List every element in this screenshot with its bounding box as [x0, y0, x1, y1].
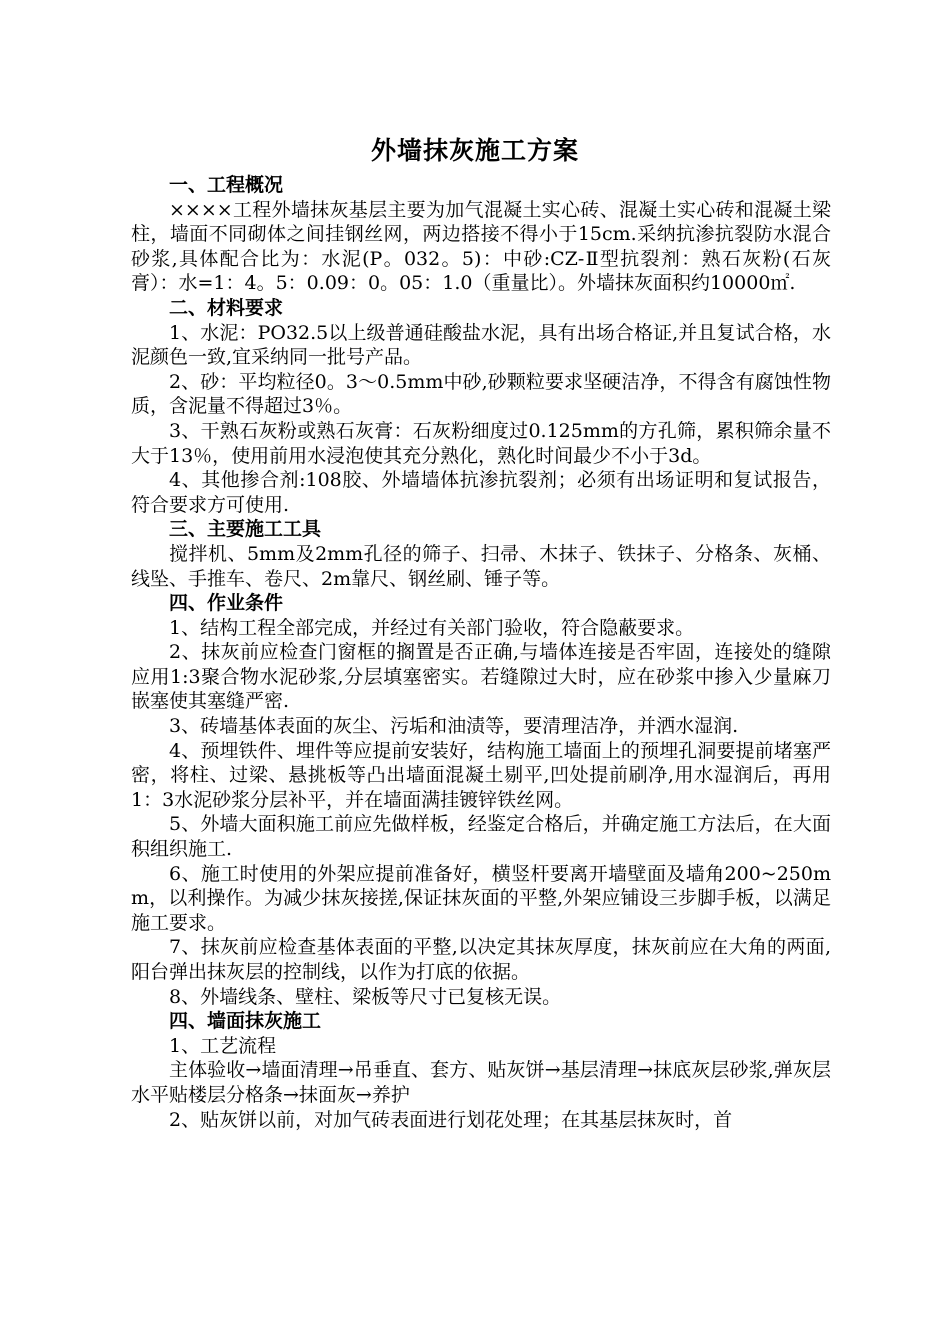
body-paragraph: 6、施工时使用的外架应提前准备好，横竖杆要离开墙壁面及墙角200~250mm，以利操作。为减少抹灰接搓,保证抹灰面的平整,外架应铺设三步脚手板，以满足施工要求。 [131, 862, 831, 934]
body-paragraph: 3、砖墙基体表面的灰尘、污垢和油渍等，要清理洁净，并洒水湿润. [169, 715, 739, 738]
body-paragraph: 1、水泥：PO32.5以上级普通硅酸盐水泥，具有出场合格证,并且复试合格，水泥颜色一致,宜采纳同一批号产品。 [131, 321, 831, 369]
body-paragraph: 主体验收→墙面清理→吊垂直、套方、贴灰饼→基层清理→抹底灰层砂浆,弹灰层水平贴楼层分格条→抹面灰→养护 [131, 1059, 831, 1106]
body-paragraph: 2、贴灰饼以前，对加气砖表面进行划花处理；在其基层抹灰时，首 [169, 1108, 733, 1131]
body-paragraph: 7、抹灰前应检查基体表面的平整,以决定其抹灰厚度，抹灰前应在大角的两面,阳台弹出抹灰层的控制线，以作为打底的依据。 [131, 936, 831, 983]
body-paragraph: 搅拌机、5mm及2mm孔径的筛子、扫帚、木抹子、铁抹子、分格条、灰桶、线坠、手推车、卷尺、2m靠尺、钢丝刷、锤子等。 [131, 542, 831, 590]
section-heading: 四、作业条件 [169, 592, 284, 615]
section-heading: 三、主要施工工具 [169, 518, 322, 541]
document-title: 外墙抹灰施工方案 [370, 136, 579, 165]
body-paragraph: 4、其他掺合剂:108胶、外墙墙体抗渗抗裂剂；必须有出场证明和复试报告，符合要求方可使用. [131, 469, 831, 516]
section-heading: 四、墙面抹灰施工 [169, 1010, 322, 1033]
body-paragraph: 8、外墙线条、壁柱、梁板等尺寸已复核无误。 [169, 985, 562, 1008]
document-body [131, 173, 831, 1132]
body-paragraph: 2、砂：平均粒径0。3～0.5mm中砂,砂颗粒要求坚硬洁净，不得含有腐蚀性物质，含泥量不得超过3％。 [131, 370, 831, 418]
body-paragraph: 1、结构工程全部完成，并经过有关部门验收，符合隐蔽要求。 [169, 616, 695, 639]
body-paragraph: 2、抹灰前应检查门窗框的搁置是否正确,与墙体连接是否牢固，连接处的缝隙应用1:3聚合物水泥砂浆,分层填塞密实。若缝隙过大时，应在砂浆中掺入少量麻刀嵌塞使其塞缝严密. [131, 641, 831, 713]
section-heading: 二、材料要求 [169, 296, 284, 319]
body-paragraph: ××××工程外墙抹灰基层主要为加气混凝土实心砖、混凝土实心砖和混凝土梁柱，墙面不同砌体之间挂钢丝网，两边搭接不得小于15cm.采纳抗渗抗裂防水混合砂浆,具体配合比为：水泥(P。032。5)：中砂:CZ-Ⅱ型抗裂剂：熟石灰粉(石灰膏）：水=1：4。5：0.09：0。05：1.0（重量比）。外墙抹灰面积约10000㎡. [131, 198, 831, 295]
body-paragraph: 5、外墙大面积施工前应先做样板，经鉴定合格后，并确定施工方法后，在大面积组织施工. [131, 813, 831, 861]
body-paragraph: 3、干熟石灰粉或熟石灰膏：石灰粉细度过0.125mm的方孔筛，累积筛余量不大于13％，使用前用水浸泡使其充分熟化，熟化时间最少不小于3d。 [131, 419, 831, 467]
section-heading: 一、工程概况 [169, 174, 284, 196]
body-paragraph: 1、工艺流程 [169, 1034, 277, 1057]
body-paragraph: 4、预埋铁件、埋件等应提前安装好，结构施工墙面上的预埋孔洞要提前堵塞严密，将柱、过梁、悬挑板等凸出墙面混凝土剔平,凹处提前刷净,用水湿润后，再用1：3水泥砂浆分层补平，并在墙面满挂镀锌铁丝网。 [131, 739, 831, 811]
